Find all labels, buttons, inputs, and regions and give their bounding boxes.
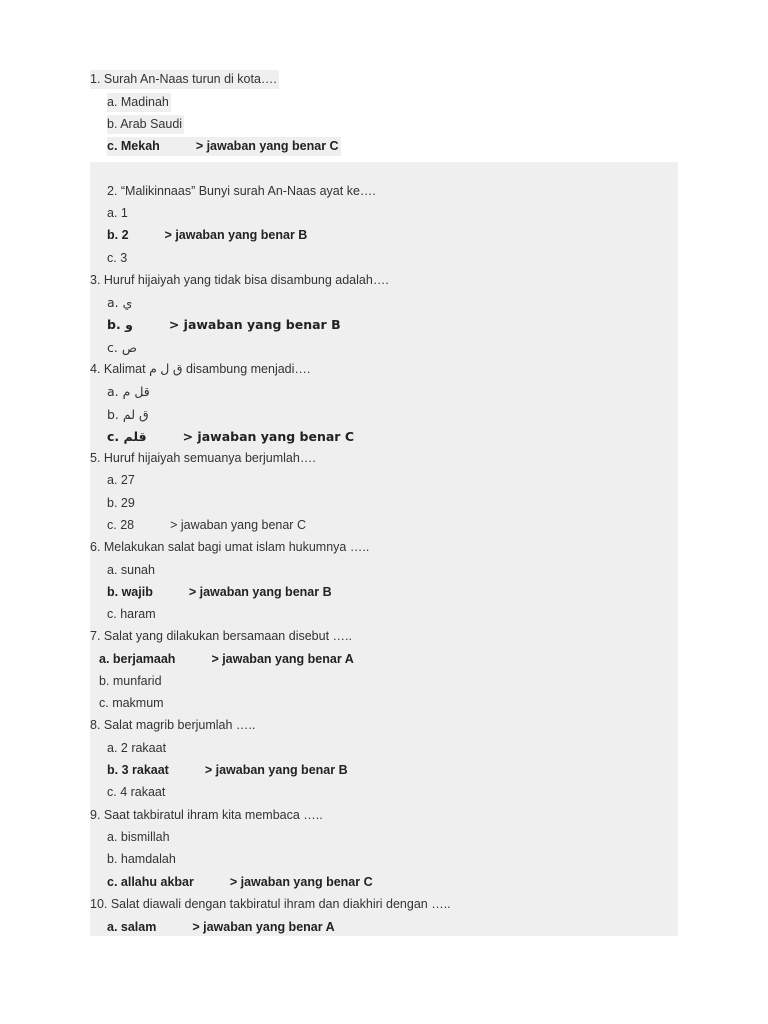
q5-option-b: b. 29 — [107, 496, 135, 510]
answer-note: > jawaban yang benar B — [204, 763, 348, 777]
q3-option-b — [107, 315, 341, 334]
option-text: c. 28 — [107, 518, 135, 532]
question-3: 3. Huruf hijaiyah yang tidak bisa disambung adalah…. — [90, 273, 389, 287]
q10-option-a — [107, 918, 335, 937]
q8-option-c: c. 4 rakaat — [107, 785, 166, 799]
answer-note: > jawaban yang benar B — [164, 228, 308, 242]
option-text: b. 2 — [107, 228, 129, 242]
question-2: 2. “Malikinnaas” Bunyi surah An-Naas ayat ke…. — [107, 184, 376, 198]
q9-option-c — [107, 873, 373, 892]
option-text: a. salam — [107, 920, 157, 934]
answer-note: > jawaban yang benar A — [192, 920, 335, 934]
question-5: 5. Huruf hijaiyah semuanya berjumlah…. — [90, 451, 316, 465]
q1-option-c — [107, 137, 341, 156]
option-text: c. allahu akbar — [107, 875, 194, 889]
question-10: 10. Salat diawali dengan takbiratul ihram dan diakhiri dengan ….. — [90, 897, 451, 911]
question-6: 6. Melakukan salat bagi umat islam hukumnya ….. — [90, 540, 370, 554]
question-7: 7. Salat yang dilakukan bersamaan disebut ….. — [90, 629, 352, 643]
question-9: 9. Saat takbiratul ihram kita membaca ….. — [90, 808, 323, 822]
q1-option-b: b. Arab Saudi — [107, 115, 184, 134]
q7-option-a — [99, 650, 354, 669]
option-text: b. 3 rakaat — [107, 763, 169, 777]
option-text: c. قلم — [107, 429, 147, 444]
answer-note: > jawaban yang benar C — [195, 139, 339, 153]
question-8: 8. Salat magrib berjumlah ….. — [90, 718, 256, 732]
q6-option-b — [107, 583, 332, 602]
q1-option-a: a. Madinah — [107, 93, 171, 112]
q6-option-a: a. sunah — [107, 563, 155, 577]
q4-option-c — [107, 427, 354, 446]
q7-option-b: b. munfarid — [99, 674, 162, 688]
question-4: 4. Kalimat ق ل م disambung menjadi…. — [90, 362, 311, 376]
option-text: b. و — [107, 317, 133, 332]
q2-option-b — [107, 226, 307, 245]
q2-option-c: c. 3 — [107, 251, 128, 265]
q2-option-a: a. 1 — [107, 206, 128, 220]
q6-option-c: c. haram — [107, 607, 156, 621]
answer-note: > jawaban yang benar B — [188, 585, 332, 599]
q5-option-c — [107, 516, 306, 535]
q5-option-a: a. 27 — [107, 473, 135, 487]
option-text: b. wajib — [107, 585, 153, 599]
q3-option-a: a. ي — [107, 295, 133, 310]
answer-note: > jawaban yang benar C — [182, 429, 355, 444]
option-text: c. Mekah — [107, 139, 160, 153]
answer-note: > jawaban yang benar C — [170, 518, 306, 532]
q4-option-b: b. ق لم — [107, 407, 149, 422]
answer-note: > jawaban yang benar B — [168, 317, 341, 332]
answer-note: > jawaban yang benar A — [211, 652, 354, 666]
q9-option-a: a. bismillah — [107, 830, 170, 844]
answer-note: > jawaban yang benar C — [229, 875, 373, 889]
q8-option-a: a. 2 rakaat — [107, 741, 167, 755]
option-text: a. berjamaah — [99, 652, 176, 666]
question-1: 1. Surah An-Naas turun di kota…. — [90, 70, 279, 89]
q8-option-b — [107, 761, 348, 780]
q3-option-c: c. ص — [107, 340, 137, 355]
q9-option-b: b. hamdalah — [107, 852, 176, 866]
q7-option-c: c. makmum — [99, 696, 164, 710]
q4-option-a: a. قل م — [107, 384, 150, 399]
